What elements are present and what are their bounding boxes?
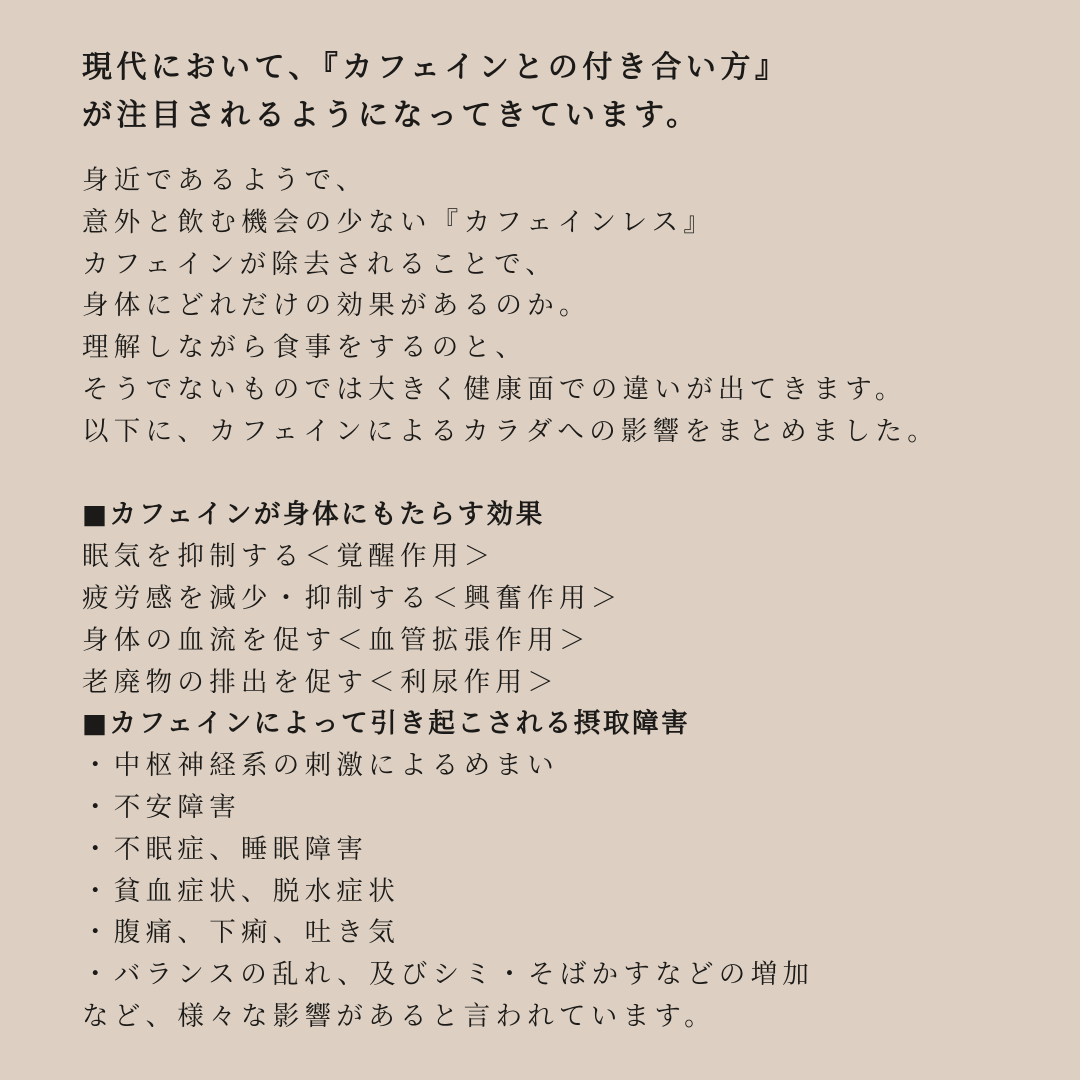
- intro-paragraph: [82, 160, 1052, 453]
- closing-line: など、様々な影響があると言われています。: [82, 1000, 716, 1032]
- disorders-item: ・不安障害: [82, 791, 241, 823]
- intro-line: 意外と飲む機会の少ない『カフェインレス』: [82, 206, 716, 238]
- disorders-item: ・腹痛、下痢、吐き気: [82, 917, 400, 949]
- disorders-section: [82, 703, 1052, 1037]
- effects-item: 老廃物の排出を促す＜利尿作用＞: [82, 666, 559, 698]
- effects-item: 疲労感を減少・抑制する＜興奮作用＞: [82, 582, 623, 614]
- disorders-item: ・貧血症状、脱水症状: [82, 875, 400, 907]
- intro-line: 身近であるようで、: [82, 165, 368, 196]
- effects-item: 眠気を抑制する＜覚醒作用＞: [82, 541, 496, 573]
- intro-line: 理解しながら食事をするのと、: [82, 332, 528, 364]
- effects-section: [82, 494, 1052, 703]
- disorders-title: ■カフェインによって引き起こされる摂取障害: [82, 708, 691, 740]
- disorders-item: ・中枢神経系の刺激によるめまい: [82, 750, 559, 782]
- intro-line: 身体にどれだけの効果があるのか。: [82, 290, 591, 322]
- intro-line: カフェインが除去されることで、: [82, 248, 558, 280]
- heading-line-1: 現代において、『カフェインとの付き合い方』: [82, 50, 790, 85]
- effects-item: 身体の血流を促す＜血管拡張作用＞: [82, 624, 591, 656]
- heading-line-2: が注目されるようになってきています。: [82, 98, 701, 133]
- disorders-item: ・不眠症、睡眠障害: [82, 833, 369, 865]
- intro-line: そうでないものでは大きく健康面での違いが出てきます。: [82, 373, 907, 405]
- effects-title: ■カフェインが身体にもたらす効果: [82, 499, 545, 531]
- page-heading: [82, 44, 1052, 140]
- intro-line: 以下に、カフェインによるカラダへの影響をまとめました。: [82, 415, 940, 447]
- disorders-item: ・バランスの乱れ、及びシミ・そばかすなどの増加: [82, 959, 815, 991]
- document-page: [82, 44, 1052, 1038]
- spacer: [82, 453, 1052, 495]
